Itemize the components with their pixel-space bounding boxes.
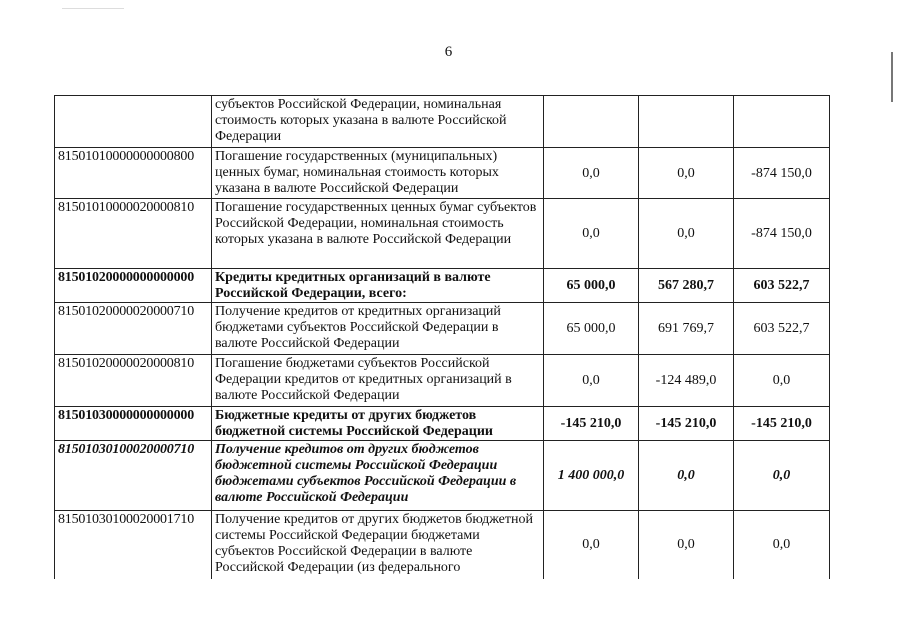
table-row xyxy=(55,199,830,269)
value-cell-1: 1 400 000,0 xyxy=(544,441,639,511)
value-cell-2: 0,0 xyxy=(639,148,734,199)
value-cell-1 xyxy=(544,96,639,148)
page-number: 6 xyxy=(444,44,453,60)
value-cell-1: 65 000,0 xyxy=(544,303,639,355)
table-row xyxy=(55,511,830,579)
name-cell: Погашение государственных (муниципальных) ценных бумаг, номинальная стоимость которых указана в валюте Российской Федерации xyxy=(212,148,544,199)
code-cell: 81501010000000000800 xyxy=(55,148,212,199)
code-cell: 81501030000000000000 xyxy=(55,407,212,441)
value-cell-2 xyxy=(639,96,734,148)
code-cell: 81501020000000000000 xyxy=(55,269,212,303)
value-cell-3: -874 150,0 xyxy=(734,199,830,269)
value-cell-1: 0,0 xyxy=(544,148,639,199)
value-cell-3: 0,0 xyxy=(734,441,830,511)
name-cell: Получение кредитов от других бюджетов бюджетной системы Российской Федерации бюджетами субъектов Российской Федерации в валюте Российской Федерации xyxy=(212,441,544,511)
value-cell-3: 603 522,7 xyxy=(734,303,830,355)
value-cell-3: 603 522,7 xyxy=(734,269,830,303)
value-cell-3: -145 210,0 xyxy=(734,407,830,441)
table-row xyxy=(55,355,830,407)
value-cell-2: -124 489,0 xyxy=(639,355,734,407)
value-cell-1: -145 210,0 xyxy=(544,407,639,441)
name-cell: Кредиты кредитных организаций в валюте Российской Федерации, всего: xyxy=(212,269,544,303)
table-row-total xyxy=(55,407,830,441)
code-cell: 81501020000020000710 xyxy=(55,303,212,355)
table-row xyxy=(55,303,830,355)
value-cell-2: 0,0 xyxy=(639,199,734,269)
value-cell-2: -145 210,0 xyxy=(639,407,734,441)
value-cell-1: 65 000,0 xyxy=(544,269,639,303)
name-cell: Погашение государственных ценных бумаг субъектов Российской Федерации, номинальная стоимость которых указана в валюте Российской Федерации xyxy=(212,199,544,269)
value-cell-2: 567 280,7 xyxy=(639,269,734,303)
name-cell: субъектов Российской Федерации, номинальная стоимость которых указана в валюте Российской Федерации xyxy=(212,96,544,148)
value-cell-1: 0,0 xyxy=(544,511,639,579)
name-cell: Получение кредитов от кредитных организаций бюджетами субъектов Российской Федерации в валюте Российской Федерации xyxy=(212,303,544,355)
name-cell: Бюджетные кредиты от других бюджетов бюджетной системы Российской Федерации xyxy=(212,407,544,441)
table-row xyxy=(55,96,830,148)
code-cell: 81501010000020000810 xyxy=(55,199,212,269)
table-row xyxy=(55,148,830,199)
table-row-total xyxy=(55,269,830,303)
scan-mark xyxy=(62,8,124,9)
code-cell xyxy=(55,96,212,148)
code-cell: 81501030100020001710 xyxy=(55,511,212,579)
budget-sources-table xyxy=(54,95,830,579)
name-cell: Получение кредитов от других бюджетов бюджетной системы Российской Федерации бюджетами субъектов Российской Федерации в валюте Российской Федерации (из федерального xyxy=(212,511,544,579)
value-cell-3: 0,0 xyxy=(734,355,830,407)
table-row-subtotal xyxy=(55,441,830,511)
value-cell-2: 691 769,7 xyxy=(639,303,734,355)
value-cell-3: -874 150,0 xyxy=(734,148,830,199)
value-cell-1: 0,0 xyxy=(544,355,639,407)
value-cell-3 xyxy=(734,96,830,148)
value-cell-3: 0,0 xyxy=(734,511,830,579)
value-cell-2: 0,0 xyxy=(639,511,734,579)
name-cell: Погашение бюджетами субъектов Российской Федерации кредитов от кредитных организаций в валюте Российской Федерации xyxy=(212,355,544,407)
code-cell: 81501020000020000810 xyxy=(55,355,212,407)
code-cell: 81501030100020000710 xyxy=(55,441,212,511)
value-cell-1: 0,0 xyxy=(544,199,639,269)
value-cell-2: 0,0 xyxy=(639,441,734,511)
